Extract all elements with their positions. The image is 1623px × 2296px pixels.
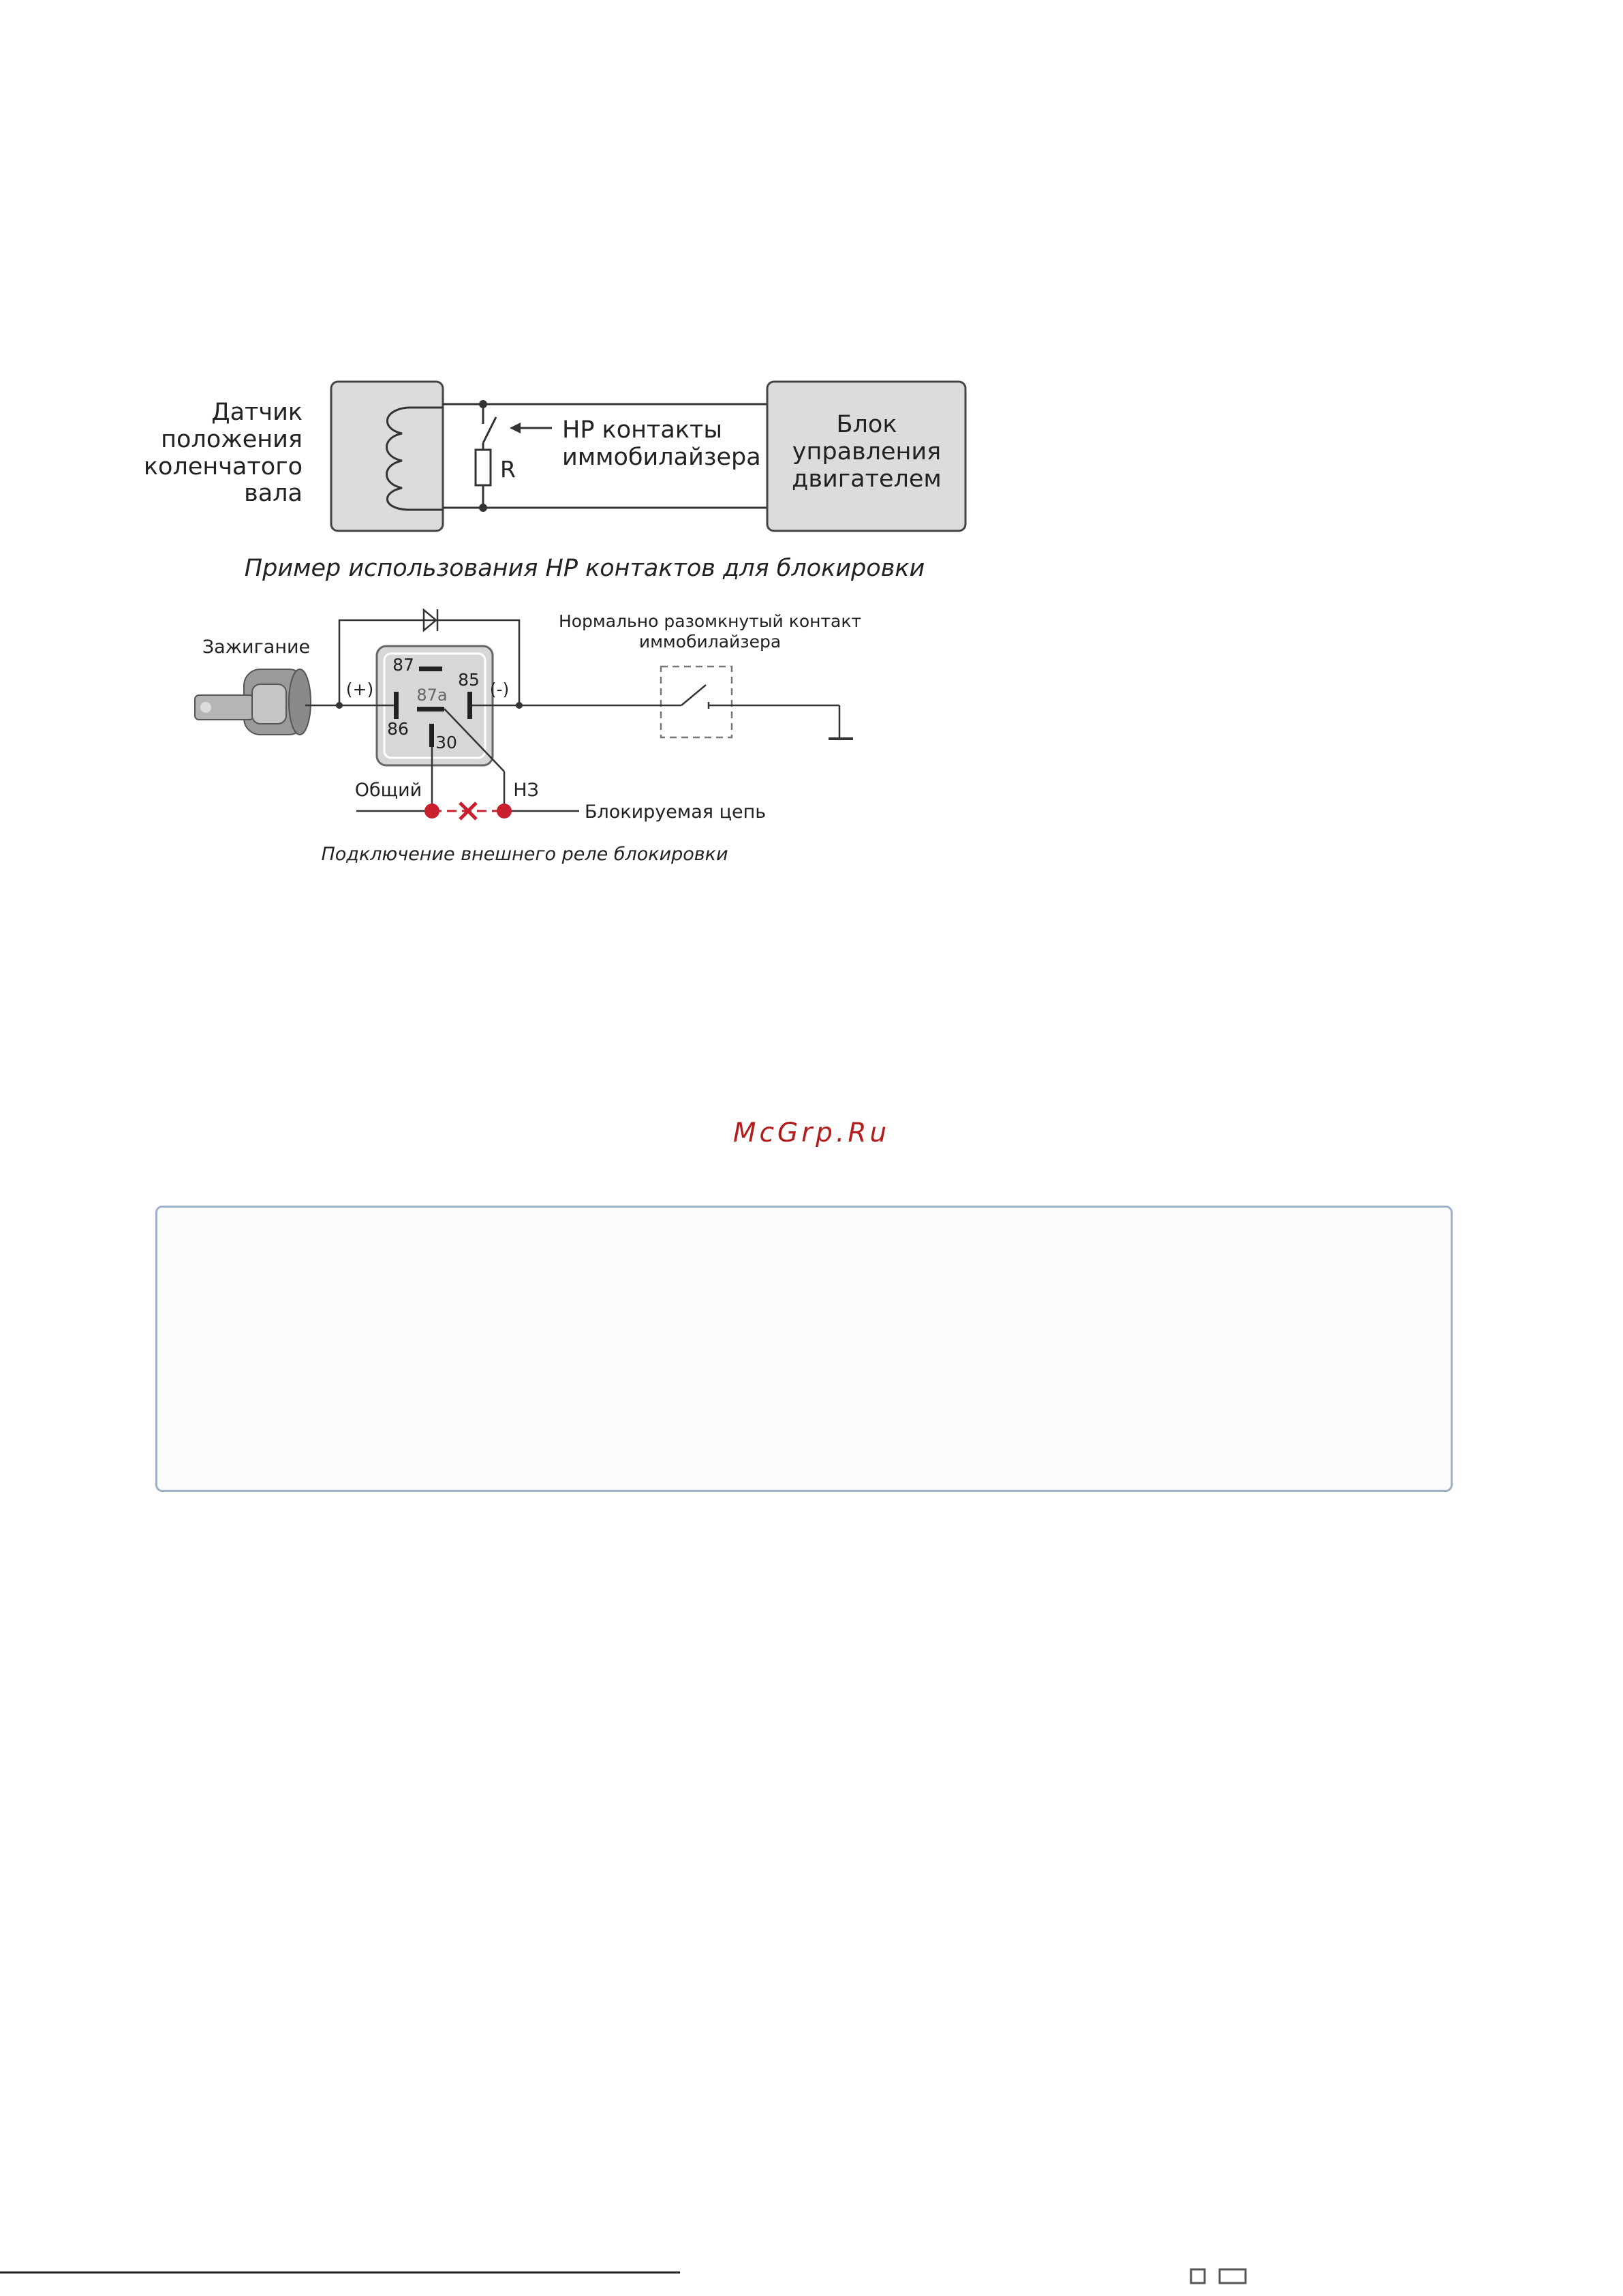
ecu-label-3: двигателем bbox=[792, 465, 942, 493]
diagram2-caption: Подключение внешнего реле блокировки bbox=[321, 844, 728, 865]
nr-switch-icon bbox=[483, 417, 496, 443]
footer-divider bbox=[0, 2271, 680, 2274]
ecu-label-1: Блок bbox=[836, 411, 897, 438]
contacts-label-2: иммобилайзера bbox=[562, 444, 761, 471]
ignition-label: Зажигание bbox=[202, 637, 311, 658]
sensor-label-2: положения bbox=[161, 426, 303, 453]
no-switch-icon bbox=[681, 685, 706, 705]
contacts-label-1: НР контакты bbox=[562, 416, 722, 444]
plus-label: (+) bbox=[345, 679, 374, 699]
minus-label: (-) bbox=[489, 679, 510, 699]
sensor-label-4: вала bbox=[244, 480, 303, 507]
common-terminal bbox=[424, 803, 439, 818]
diagram-nr-contacts bbox=[144, 382, 965, 582]
nc-terminal bbox=[497, 803, 512, 818]
crankshaft-sensor-box bbox=[331, 382, 443, 531]
resistor-icon bbox=[476, 450, 491, 485]
pin-87-label: 87 bbox=[392, 655, 414, 675]
ecu-label-2: управления bbox=[792, 438, 942, 465]
contact-label-2: иммобилайзера bbox=[638, 632, 782, 652]
resistor-label: R bbox=[500, 456, 516, 483]
pin-86-label: 86 bbox=[387, 719, 409, 739]
diagram-external-relay bbox=[195, 609, 861, 865]
no-contact-box bbox=[661, 667, 732, 737]
sensor-label-1: Датчик bbox=[211, 399, 303, 426]
sensor-label-3: коленчатого bbox=[143, 453, 303, 480]
wiring-diagram bbox=[0, 0, 1623, 954]
pin-85-label: 85 bbox=[458, 670, 480, 690]
common-label: Общий bbox=[354, 780, 422, 801]
nc-label: НЗ bbox=[513, 780, 539, 801]
ignition-key-icon bbox=[195, 669, 311, 735]
diagram1-caption: Пример использования НР контактов для блокировки bbox=[244, 555, 925, 582]
pin-30-label: 30 bbox=[435, 733, 457, 752]
watermark: McGrp.Ru bbox=[732, 1118, 891, 1148]
contact-label-1: Нормально разомкнутый контакт bbox=[558, 611, 862, 631]
note-box bbox=[155, 1206, 1453, 1492]
circuit-label: Блокируемая цепь bbox=[585, 801, 767, 823]
footer-logo-icon bbox=[1190, 2265, 1251, 2286]
pin-87a-label: 87a bbox=[416, 686, 448, 705]
